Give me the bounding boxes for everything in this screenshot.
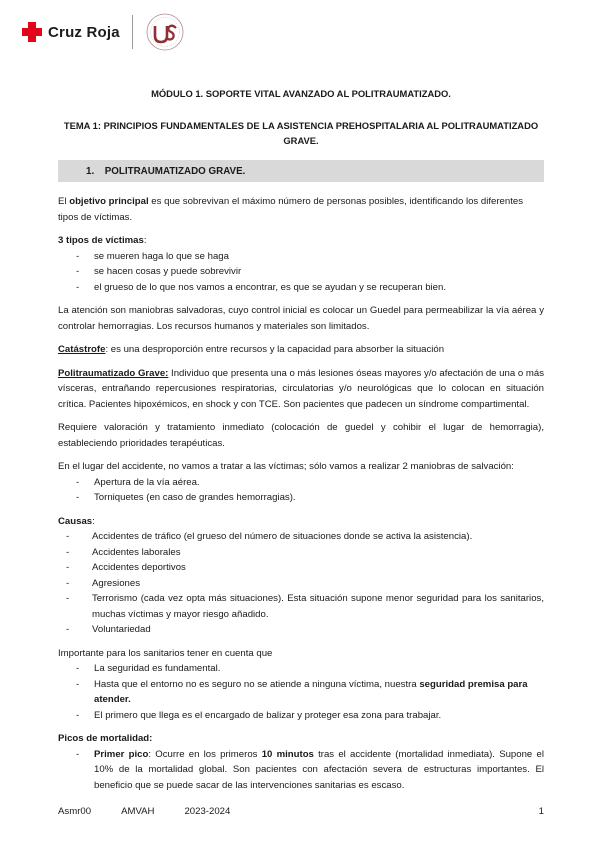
header — [22, 12, 185, 52]
victims-list — [58, 249, 544, 296]
important-intro: Importante para los sanitarios tener en cuenta que — [58, 647, 273, 659]
causes-list — [58, 529, 544, 638]
list-item: - La seguridad es fundamental. — [58, 661, 544, 677]
list-item: - Torniquetes (en caso de grandes hemorragias). — [58, 490, 544, 506]
footer-year: 2023-2024 — [184, 806, 231, 817]
list-item: - Hasta que el entorno no es seguro no se atiende a ninguna víctima, nuestra seguridad premisa para atender. — [58, 677, 544, 708]
list-item: - Accidentes laborales — [58, 545, 544, 561]
attention-paragraph: La atención son maniobras salvadoras, cuyo control inicial es colocar un Guedel para permeabilizar la vía aérea y controlar hemorragias. Los recursos humanos y materiales son limitados. — [58, 305, 544, 332]
peaks-heading: Picos de mortalidad: — [58, 733, 153, 744]
important-list — [58, 661, 544, 723]
list-item: - Agresiones — [58, 576, 544, 592]
footer-subject: AMVAH — [121, 806, 155, 817]
objective-paragraph: El objetivo principal es que sobrevivan el máximo número de personas posibles, identificando los diferentes tipos de víctimas. — [58, 196, 524, 223]
treatment-paragraph: Requiere valoración y tratamiento inmediato (colocación de guedel y cohibir el lugar de hemorragia), estableciendo prioridades terapéuticas. — [58, 422, 544, 449]
header-divider — [132, 15, 133, 49]
us-university-seal-icon — [145, 12, 185, 52]
topic-title: TEMA 1: PRINCIPIOS FUNDAMENTALES DE LA ASISTENCIA PREHOSPITALARIA AL POLITRAUMATIZADO GRAVE. — [63, 119, 539, 146]
list-item: - Voluntariedad — [58, 622, 544, 638]
list-item: - se hacen cosas y puede sobrevivir — [58, 264, 544, 280]
catastrofe-paragraph: Catástrofe: es una desproporción entre recursos y la capacidad para absorber la situación — [58, 344, 445, 355]
peaks-list — [58, 747, 544, 794]
list-item: - El primero que llega es el encargado de balizar y proteger esa zona para trabajar. — [58, 708, 544, 724]
page-number: 1 — [538, 806, 544, 817]
causes-heading: Causas: — [58, 515, 95, 527]
document-body — [58, 86, 544, 801]
red-cross-icon — [22, 22, 42, 42]
maneuvers-intro: En el lugar del accidente, no vamos a tratar a las víctimas; sólo vamos a realizar 2 maniobras de salvación: — [58, 461, 514, 472]
page-footer — [58, 806, 544, 817]
module-title: MÓDULO 1. SOPORTE VITAL AVANZADO AL POLITRAUMATIZADO. — [151, 88, 451, 99]
section-title: POLITRAUMATIZADO GRAVE. — [104, 165, 246, 177]
list-item: - Terrorismo (cada vez opta más situaciones). Esta situación supone menor seguridad para los sanitarios, muchas víctimas y mayor riesgo añadido. — [58, 591, 544, 622]
list-item: - se mueren haga lo que se haga — [58, 249, 544, 265]
victims-heading: 3 tipos de víctimas: — [58, 235, 147, 246]
list-item: - Apertura de la vía aérea. — [58, 475, 544, 491]
maneuvers-list — [58, 475, 544, 506]
list-item: - el grueso de lo que nos vamos a encontrar, es que se ayudan y se recuperan bien. — [58, 280, 544, 296]
section-number: 1. — [86, 165, 95, 177]
list-item: - Accidentes de tráfico (el grueso del número de situaciones donde se activa la asistencia). — [58, 529, 544, 545]
list-item: - Accidentes deportivos — [58, 560, 544, 576]
brand-name: Cruz Roja — [48, 23, 120, 41]
list-item: - Primer pico: Ocurre en los primeros 10 minutos tras el accidente (mortalidad inmediata). Supone el 10% de la mortalidad global. Son pacientes con afectación severa de estructuras importantes. El beneficio que se puede sacar de las intervenciones sanitarias es escaso. — [58, 747, 544, 794]
section-heading — [58, 160, 544, 183]
footer-code: Asmr00 — [58, 806, 92, 817]
politraumatizado-paragraph: Politraumatizado Grave: Individuo que presenta una o más lesiones óseas mayores y/o afectación de una o más vísceras, entrañando repercusiones respiratorias, circulatorias y/o neurológicas que lo colocan en situación crítica. Pacientes hipoxémicos, en shock y con TCE. Son pacientes que padecen un síndrome compartimental. — [58, 367, 544, 410]
